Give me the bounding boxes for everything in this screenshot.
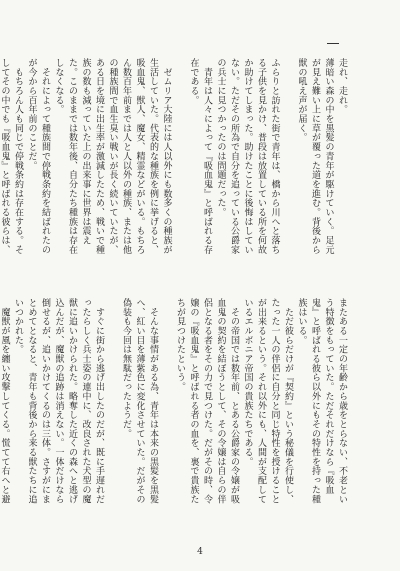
bottom-text-block: またある一定の年齢から歳をとらない、不老という特徴をもっていた。ただそれだけなら『吸血鬼』と呼ばれる彼ら以外にもその特性を持った種族はいる。 ただ彼らだけが『契約』という秘儀を行使し、たった一人の伴侶に自分と同じ特性を授けることが出来るという。それ以外にも、人間が支配しているエルボニア帝国の貴族たちである。 その帝国では数年前、とある公爵家の令嬢が吸血鬼の契約を結ぼうとして、その令嬢は自らの伴侶となる者をその力で見つけた。だがその時、令嬢の『吸血鬼』と呼ばれる者の血を、裏で貴族たちが見つけたという。 そんな事情がある為、青年は本来の黒髪を黒髪へ、紅い目を薄紫色に変化させていた。だがその偽装も今回は無駄だったようだ。 すぐに街から逃げ出したのだが、既に手遅れだったらしく兵士姿の連中に、改良された犬型の魔獣に追いかけられた。略奪した近くの森へと逃げ込んだが、魔獣の追跡は消えない。一体だけなら倒せるが、追いかけてくるのは三体。さすがにまとめてとなると、青年も背後から来る獣たちに追いつかれた。 魔獣が風を纏い攻撃してくる。慌てて右へと避: [0, 298, 347, 504]
chapter-mark: [326, 38, 340, 48]
top-text-block: 走れ、走れ。 薄暗い森の中を黒髪の青年が駆けていく。足元が見え難い上に草が覆った道を進む。背後から獣の吼え声が届く。 ふらりと訪れた街で青年は、橋から川へと落ちる子供を見かけ、普段は放置している所を何故か助けてしまった。助けたことに後悔はしていない。ただその所為で自分を追っている公爵家の兵士に見つかったのは問題だった。 青年は人々によって『吸血鬼』と呼ばれる存在である。 ゼムリア大陸には人以外にも数多くの種族が生活していた。代表的な種族を例に挙げると、吸血鬼、獣人、魔女、精霊などがいる。もちろん数百年前までは人と人以外の種族、または他の種族間で血生臭い戦いが長く続いていたが、ある日を境に出生率が激減したため、戦いで種族の数も減っていた上の出来事に世界は震えた。このままでは数年後、自分たち種族は存在しなくなる。 それによって種族間で停戦条約を結ばれたのが今から百年前のことだ。 もちろん人も同じで停戦条約は存在する。そしてその中でも『吸血鬼』と呼ばれる彼らは、: [0, 58, 347, 255]
page-number: 4: [197, 547, 203, 557]
